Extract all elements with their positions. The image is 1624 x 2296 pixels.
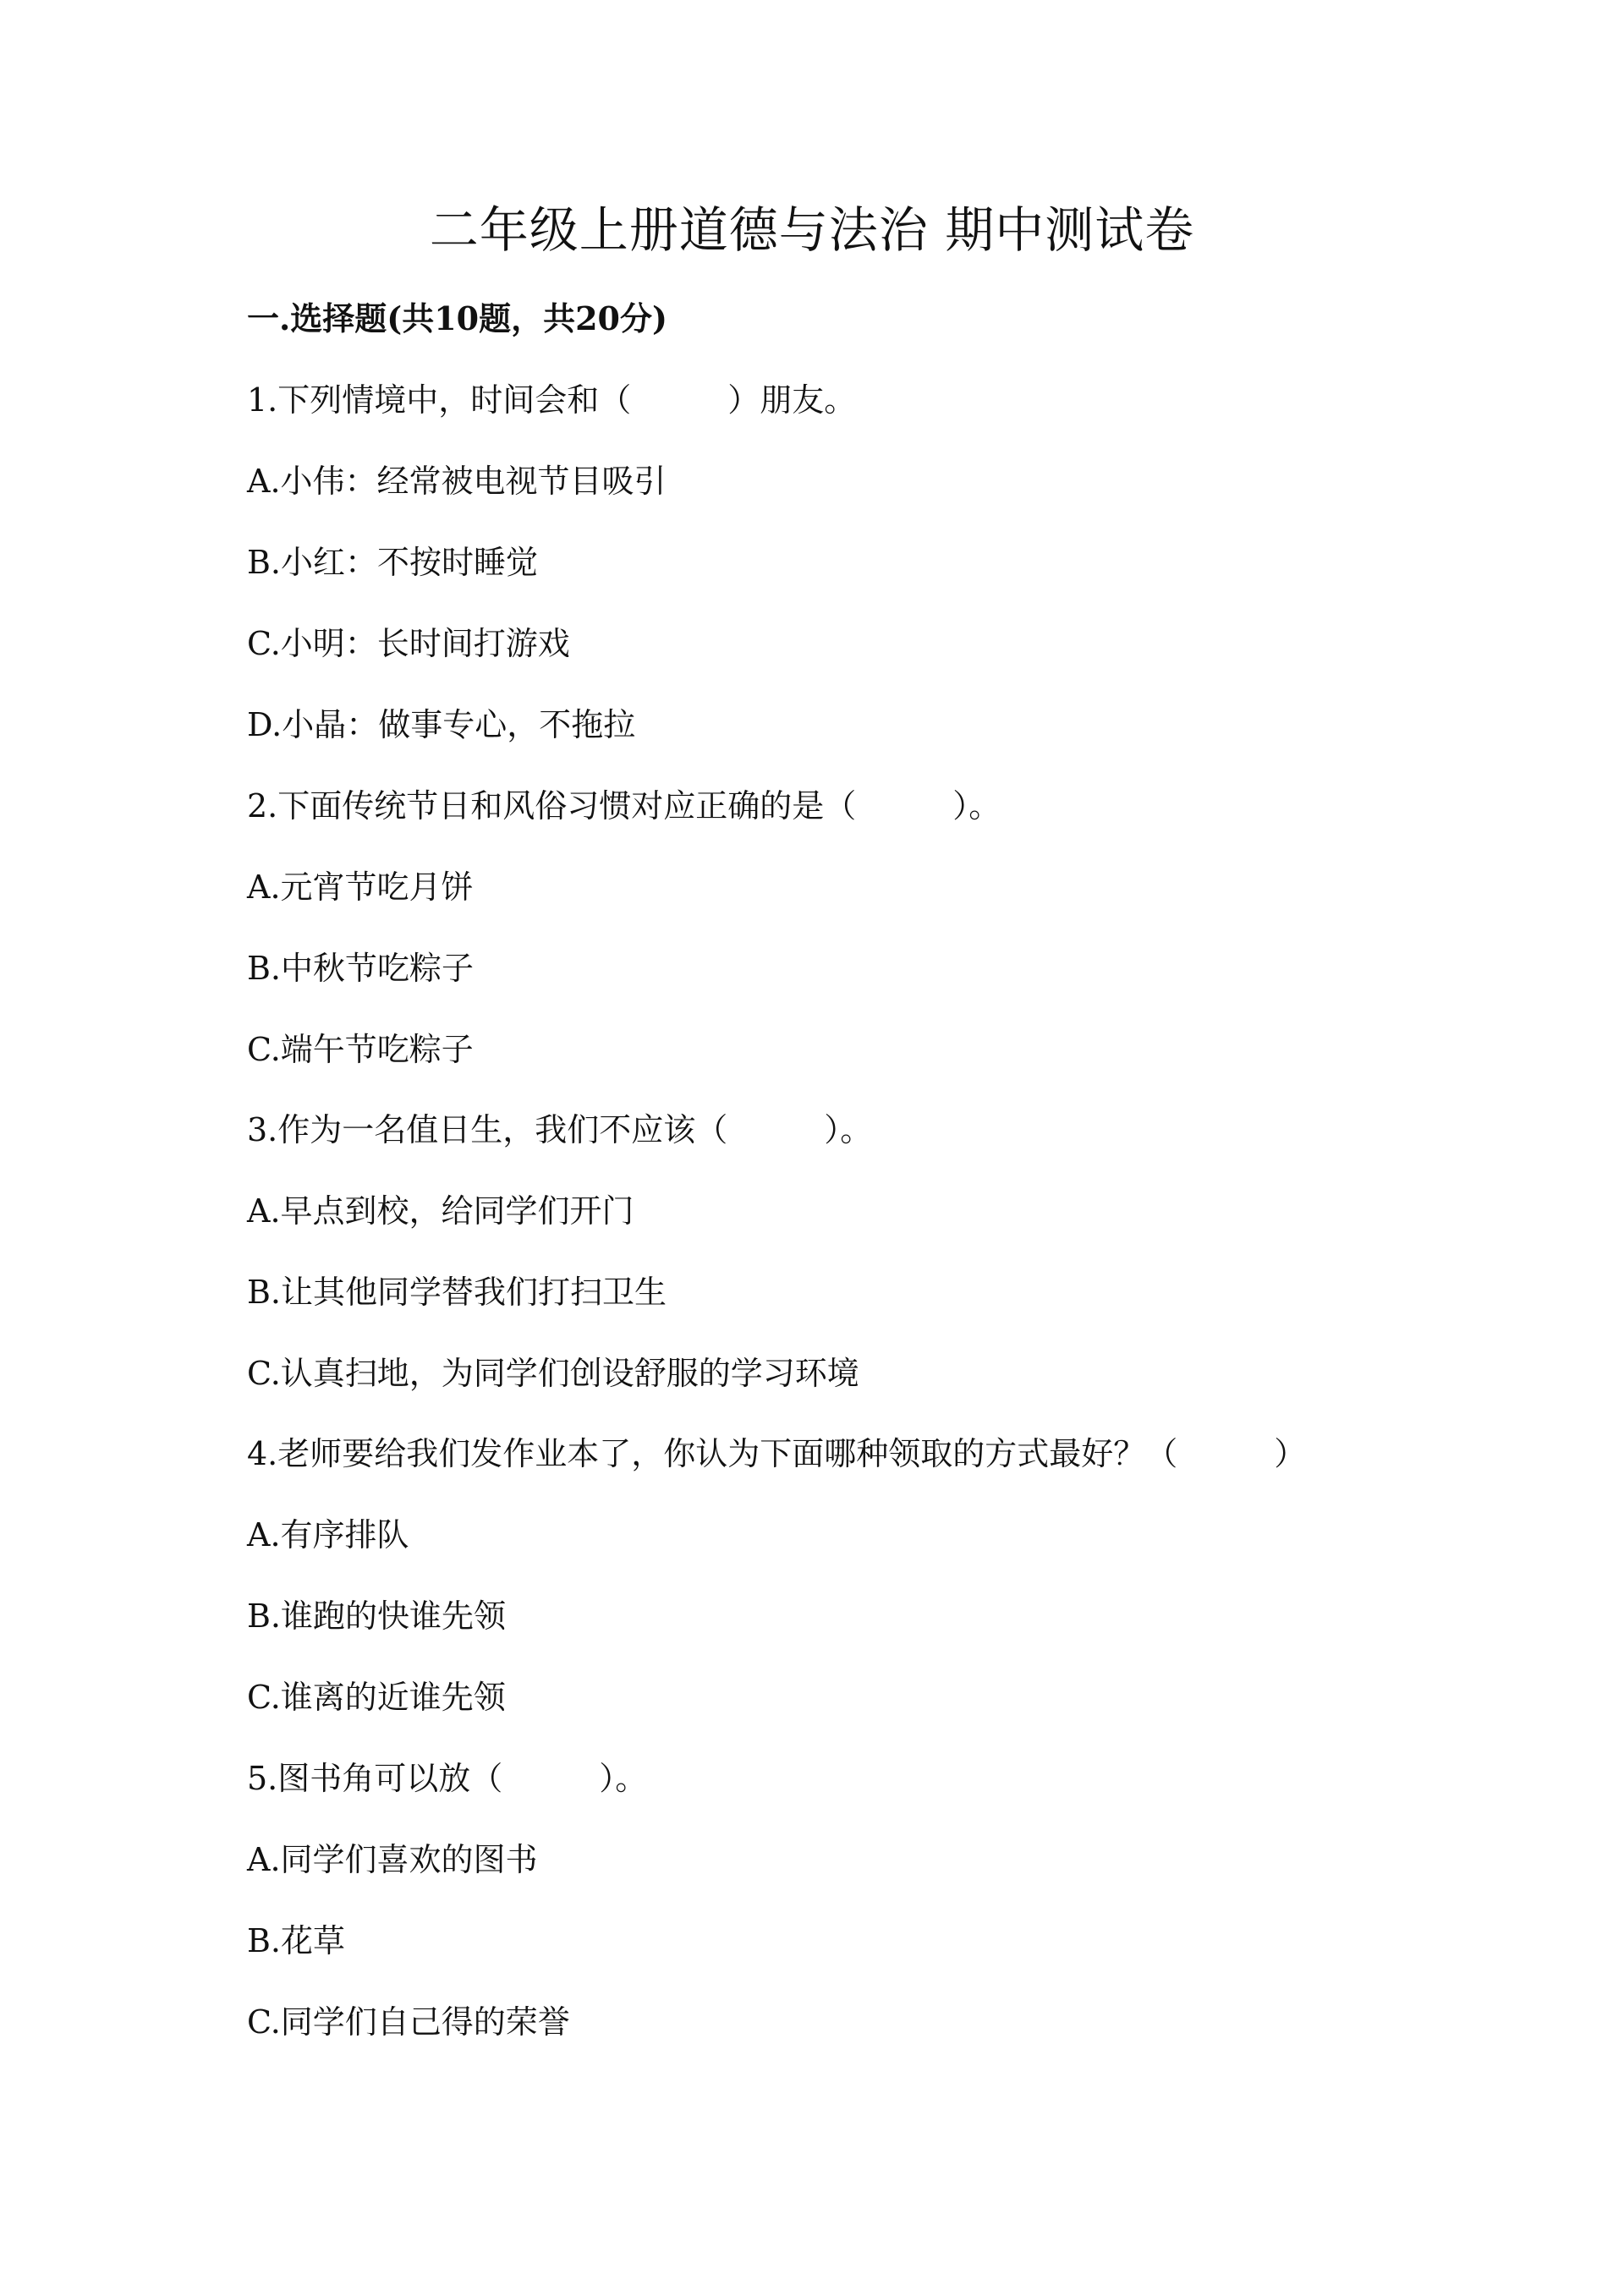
page-title: 二年级上册道德与法治 期中测试卷 <box>429 201 1195 259</box>
section-heading: 一.选择题(共10题，共20分) <box>247 299 667 337</box>
question-3-option-a: A.早点到校，给同学们开门 <box>247 1192 634 1230</box>
question-3-option-c: C.认真扫地，为同学们创设舒服的学习环境 <box>247 1355 859 1392</box>
question-4-stem: 4.老师要给我们发作业本了，你认为下面哪种领取的方式最好？（ ） <box>247 1435 1307 1472</box>
question-1-stem: 1.下列情境中，时间会和（ ）朋友。 <box>247 381 857 419</box>
question-1-option-a: A.小伟：经常被电视节目吸引 <box>247 463 667 500</box>
question-1-option-b: B.小红：不按时睡觉 <box>247 544 539 581</box>
question-2-stem: 2.下面传统节日和风俗习惯对应正确的是（ ）。 <box>247 787 1001 825</box>
question-5-stem: 5.图书角可以放（ ）。 <box>247 1760 648 1797</box>
question-1-option-c: C.小明：长时间打游戏 <box>247 625 570 662</box>
question-5-option-b: B.花草 <box>247 1922 346 1959</box>
question-2-option-b: B.中秋节吃粽子 <box>247 950 475 987</box>
question-3-stem: 3.作为一名值日生，我们不应该（ ）。 <box>247 1111 873 1148</box>
question-5-option-c: C.同学们自己得的荣誉 <box>247 2003 570 2041</box>
question-2-option-a: A.元宵节吃月饼 <box>247 869 474 906</box>
question-4-option-c: C.谁离的近谁先领 <box>247 1679 506 1716</box>
question-2-option-c: C.端午节吃粽子 <box>247 1031 474 1068</box>
question-4-option-b: B.谁跑的快谁先领 <box>247 1597 507 1635</box>
question-4-option-a: A.有序排队 <box>247 1516 409 1553</box>
question-1-option-d: D.小晶：做事专心，不拖拉 <box>247 706 636 743</box>
question-3-option-b: B.让其他同学替我们打扫卫生 <box>247 1274 667 1311</box>
question-5-option-a: A.同学们喜欢的图书 <box>247 1841 538 1878</box>
